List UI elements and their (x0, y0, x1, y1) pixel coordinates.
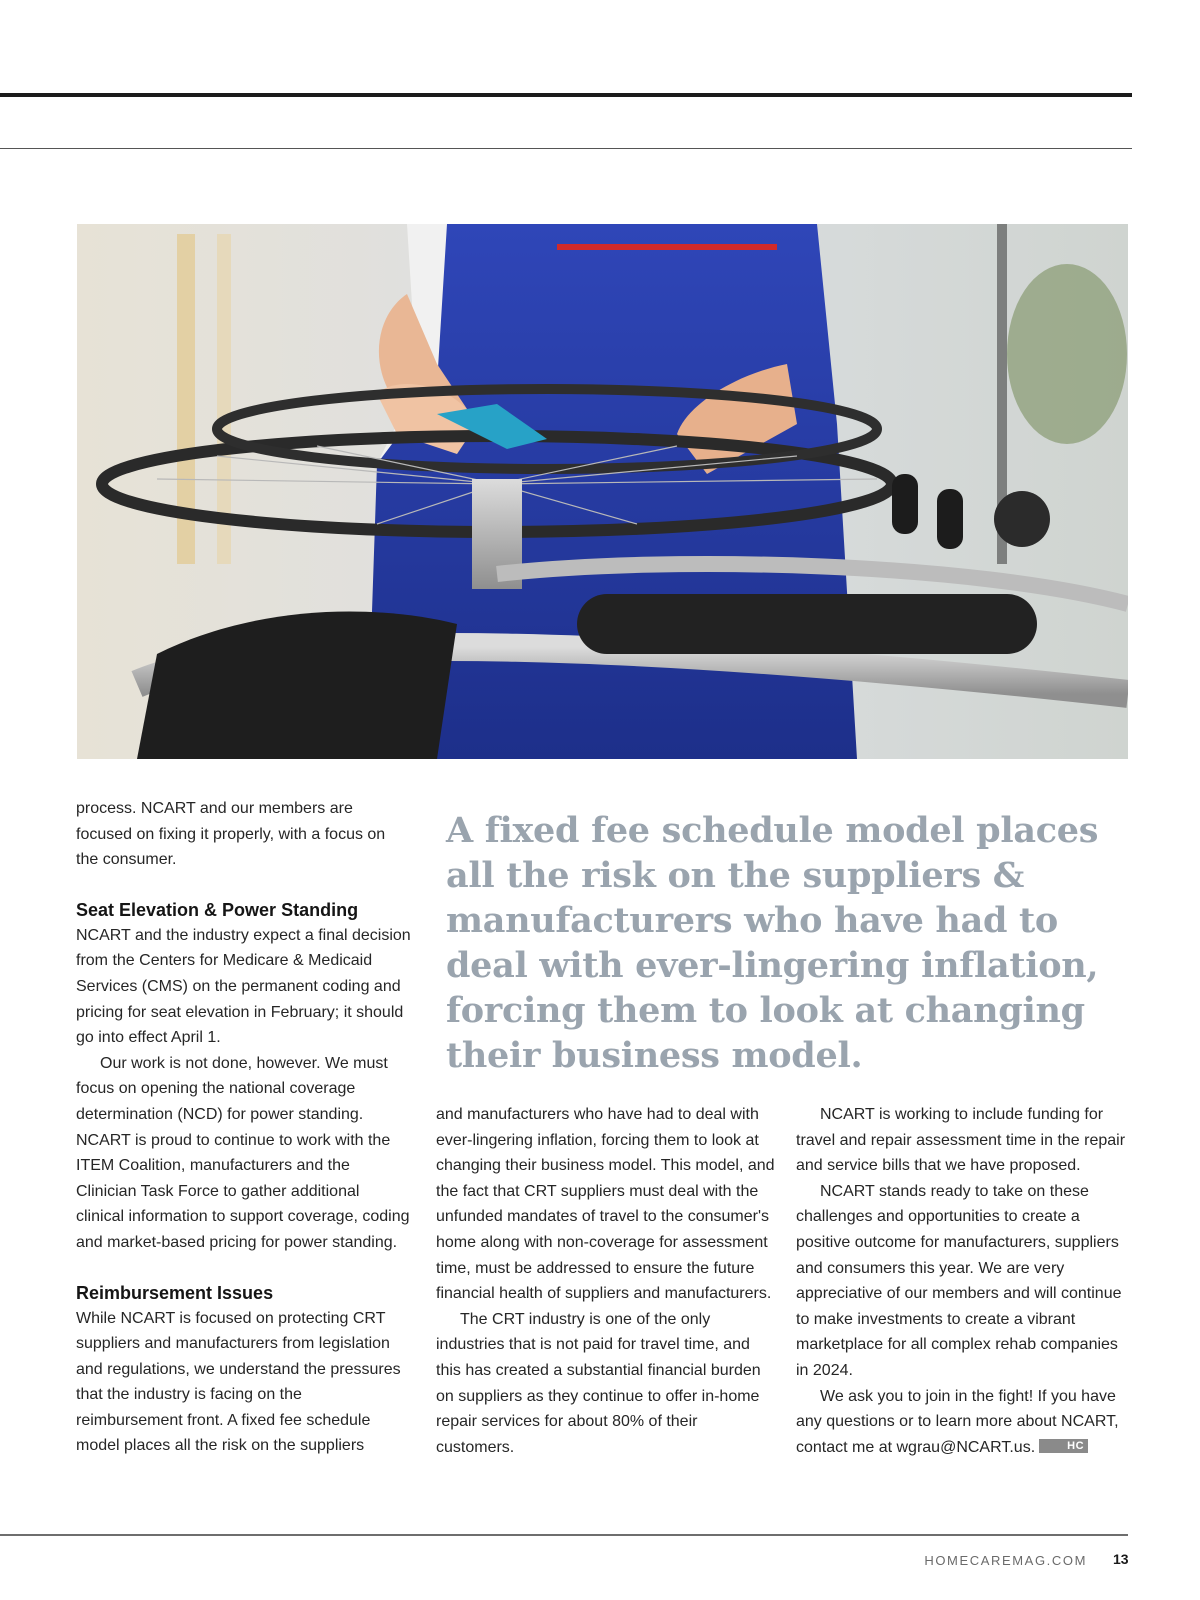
paragraph-col3-1: NCART is working to include funding for travel and repair assessment time in the repair and service bills that we have proposed. (796, 1106, 1126, 1175)
paragraph-seat-2: Our work is not done, however. We must focus on opening the national coverage determination (NCD) for power standing. NCART is proud to continue to work with the ITEM Coalition, manufacturers and the Clinician Task Force to gather additional clinical information to support coverage, coding and market-based pricing for power standing. (76, 1054, 410, 1251)
closing-text: We ask you to join in the fight! If you have any questions or to learn more about NCART, contact me at wgrau@NCART.us. (796, 1387, 1119, 1456)
top-rule-thick (0, 93, 1132, 97)
footer-site-url: HOMECAREMAG.COM (924, 1553, 1087, 1568)
footer-rule (0, 1534, 1128, 1536)
spacer (76, 873, 411, 897)
pull-quote: A fixed fee schedule model places all the risk on the suppliers & manufacturers who have had to deal with ever-lingering inflation, forcing them to look at changing their business model. (446, 810, 1099, 1076)
paragraph-col3-2: NCART stands ready to take on these challenges and opportunities to create a positive outcome for manufacturers, suppliers and consumers this year. We are very appreciative of our members and will continue to make investments to create a vibrant marketplace for all complex rehab companies in 2024. (796, 1182, 1122, 1379)
heading-reimbursement: Reimbursement Issues (76, 1282, 274, 1303)
paragraph-col2-2: The CRT industry is one of the only industries that is not paid for travel time, and this has created a substantial financial burden on suppliers as they continue to offer in-home repair services for about 80% of their customers. (436, 1310, 761, 1456)
top-rule-thin (0, 148, 1132, 149)
paragraph-col2-1: and manufacturers who have had to deal with ever-lingering inflation, forcing them to look at changing their business model. This model, and the fact that CRT suppliers must deal with the unfunded mandates of travel to the consumer's home along with non-coverage for assessment time, must be addressed to ensure the future financial health of suppliers and manufacturers. (436, 1106, 775, 1303)
column-2 (436, 1102, 776, 1460)
paragraph-col3-3 (796, 1384, 1126, 1461)
hc-end-mark-icon: HC (1039, 1439, 1088, 1453)
column-3 (796, 1102, 1126, 1460)
paragraph-intro: process. NCART and our members are focused on fixing it properly, with a focus on the consumer. (76, 800, 386, 869)
wheelchair-repair-photo (77, 224, 1128, 759)
paragraph-reimbursement: While NCART is focused on protecting CRT suppliers and manufacturers from legislation and regulations, we understand the pressures that the industry is facing on the reimbursement front. A fixed fee schedule model places all the risk on the suppliers (76, 1309, 401, 1455)
heading-seat-elevation: Seat Elevation & Power Standing (76, 899, 359, 920)
paragraph-seat-1: NCART and the industry expect a final decision from the Centers for Medicare & Medicaid Services (CMS) on the permanent coding and pricing for seat elevation in February; it should go into effect April 1. (76, 926, 411, 1047)
spacer (76, 1256, 411, 1280)
column-1 (76, 796, 411, 1459)
page-number: 13 (1113, 1551, 1129, 1567)
